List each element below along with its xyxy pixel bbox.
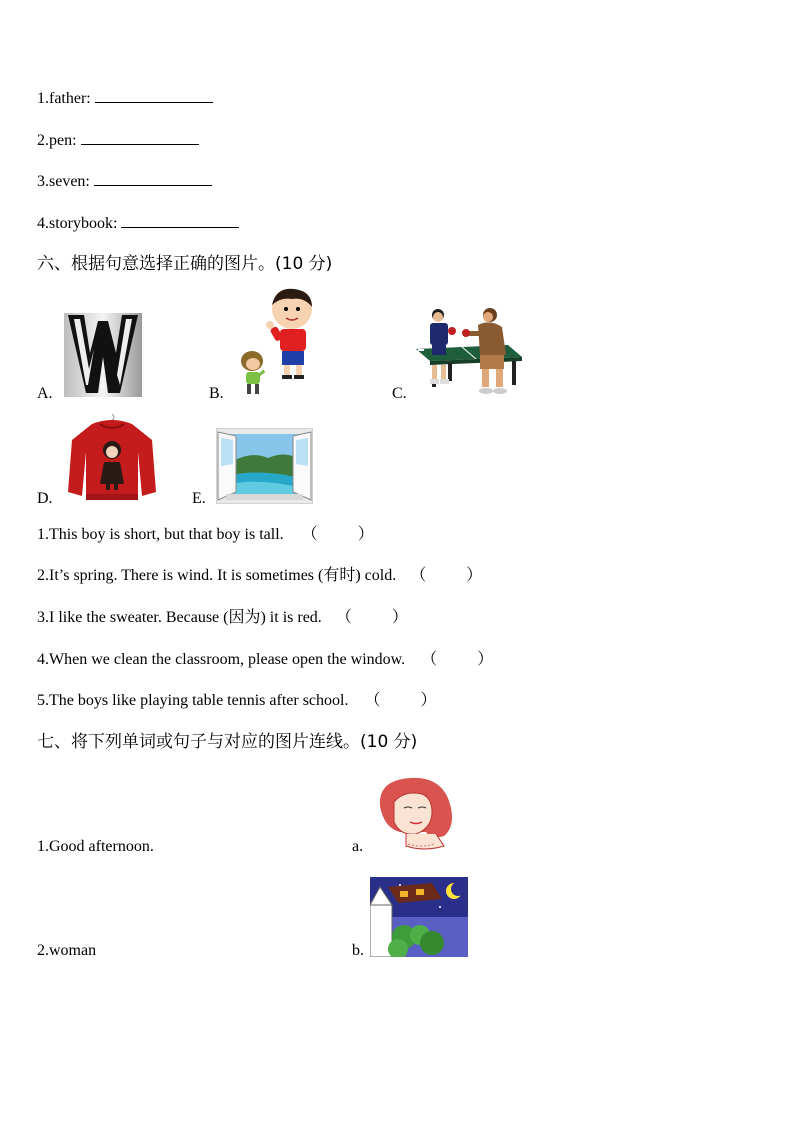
boys-tall-short-icon [236, 287, 316, 399]
match-option-b-label[interactable]: b. [352, 942, 364, 959]
section-seven-heading: 七、将下列单词或句子与对应的图片连线。(10 分) [37, 732, 418, 752]
sentence-4: 4.When we clean the classroom, please open the window. （ ） [37, 651, 494, 668]
match-option-a-label[interactable]: a. [352, 838, 364, 855]
option-b-label: B. [209, 385, 224, 402]
option-d-label: D. [37, 490, 53, 507]
answer-paren[interactable]: （ ） [335, 609, 408, 626]
option-e-label: E. [192, 490, 206, 507]
word-item-storybook: 4.storybook: [37, 213, 239, 234]
section-six-heading: 六、根据句意选择正确的图片。(10 分) [37, 254, 333, 274]
answer-paren[interactable]: （ ） [410, 567, 483, 584]
word-item-seven: 3.seven: [37, 171, 212, 192]
answer-blank[interactable] [81, 130, 199, 145]
w-letter-icon [64, 313, 142, 397]
option-a-label: A. [37, 385, 53, 402]
sentence-2: 2.It’s spring. There is wind. It is sometimes (有时) cold. （ ） [37, 567, 483, 584]
answer-blank[interactable] [121, 213, 239, 228]
answer-paren[interactable]: （ ） [301, 526, 374, 543]
table-tennis-icon [416, 305, 524, 401]
night-house-icon [370, 877, 468, 957]
sentence-3: 3.I like the sweater. Because (因为) it is red. （ ） [37, 609, 408, 626]
match-item-1[interactable]: 1.Good afternoon. [37, 838, 154, 855]
sentence-1: 1.This boy is short, but that boy is tall. （ ） [37, 526, 374, 543]
answer-paren[interactable]: （ ） [364, 692, 437, 709]
red-sweater-icon [66, 412, 158, 504]
sentence-5: 5.The boys like playing table tennis after school. （ ） [37, 692, 437, 709]
option-c-label: C. [392, 385, 407, 402]
word-item-pen: 2.pen: [37, 130, 199, 151]
answer-blank[interactable] [95, 88, 213, 103]
word-item-father: 1.father: [37, 88, 213, 109]
match-item-2[interactable]: 2.woman [37, 942, 97, 959]
woman-face-icon [370, 776, 456, 852]
answer-blank[interactable] [94, 171, 212, 186]
answer-paren[interactable]: （ ） [421, 651, 494, 668]
open-window-icon [216, 428, 313, 504]
